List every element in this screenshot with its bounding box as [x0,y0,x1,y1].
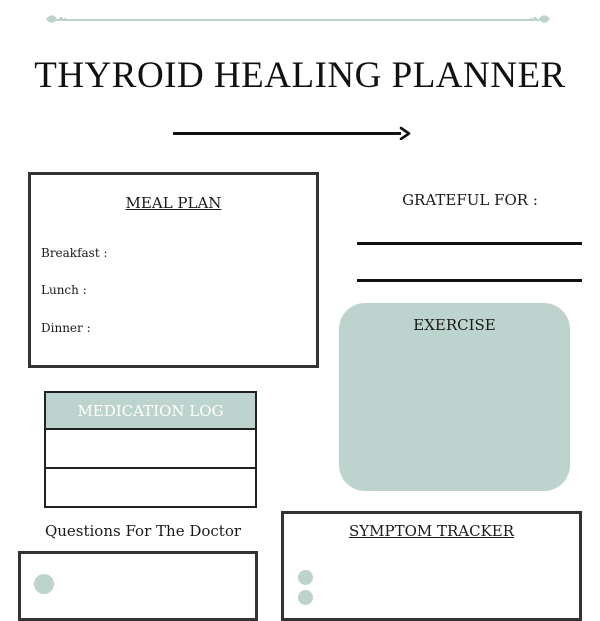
grateful-line-2 [357,279,582,282]
meal-plan-box [28,172,319,368]
medication-log-heading: MEDICATION LOG [46,393,255,430]
symptom-tracker-heading: SYMPTOM TRACKER [348,522,515,540]
right-arrow-icon [398,126,412,140]
meal-plan-heading: MEAL PLAN [125,194,222,212]
grateful-heading: GRATEFUL FOR : [402,191,538,209]
bullet-dot-icon [298,590,313,605]
arrow-line [173,132,401,135]
questions-box [18,551,258,621]
medication-log-row [46,430,255,469]
medication-log-table [44,391,257,508]
questions-heading: Questions For The Doctor [44,522,242,540]
exercise-box [339,303,570,491]
exercise-heading: EXERCISE [413,316,496,334]
symptom-tracker-box [281,511,582,621]
bullet-dot-icon [298,570,313,585]
lunch-label: Lunch : [41,283,87,297]
left-flourish-icon [44,13,66,25]
breakfast-label: Breakfast : [41,246,108,260]
bullet-dot-icon [34,574,54,594]
page-title: THYROID HEALING PLANNER [34,55,566,96]
dinner-label: Dinner : [41,321,91,335]
right-flourish-icon [530,13,552,25]
top-divider [52,19,546,21]
grateful-line-1 [357,242,582,245]
